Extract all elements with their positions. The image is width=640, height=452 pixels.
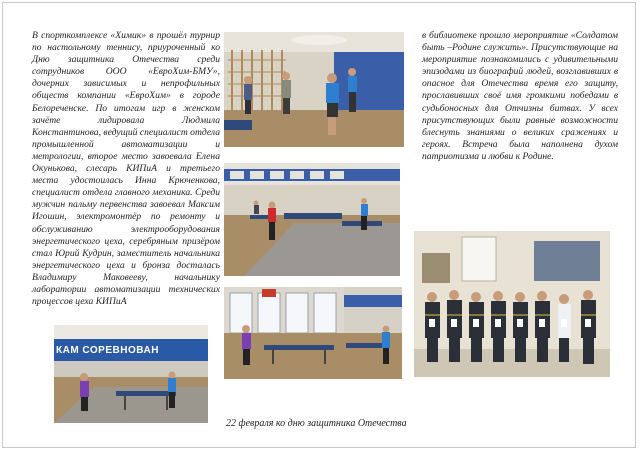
photo-caption: 22 февраля ко дню защитника Отечества [226,418,407,429]
photo-gym-tables [224,163,400,276]
photo-hall-windows [224,287,344,379]
article-right-paragraph: в библиотеке прошло мероприятие «Солдатом быть –Родине служить». Присутствующие на мероприятие познакомились с удивительными эпизодами из биографий людей, возглавивших в опасное для Отечества время его защиту, прославивших своё имя громкими победами в судьбоносных для Отчизны битвах. У всех присутствующих были равные возможности блеснуть знаниями о великих сражениях и героях. Встреча была наполнена духом патриотизма и любви к Родине. [422,30,618,162]
photo-library-group [414,231,610,377]
photo-gym-tournament [344,287,402,379]
photo-gym-banner [54,325,208,423]
gym-banner-text: КАМ СОРЕВНОВАН [56,345,159,356]
photo-table-tennis-players [224,32,404,147]
article-left-paragraph: В спорткомплексе «Химик» в прошёл турнир по настольному теннису, приуроченный ко Дню защитника Отечества среди сотрудников ООО «ЕвроХим-БМУ», дочерних зависимых и непрофильных обществ компании «ЕвроХим» в городе Белореченске. По итогам игр в женском зачёте лидировала Людмила Константинова, ведущий специалист отдела промышленной автоматизации и метрологии, второе место завоевала Елена Окунькова, слесарь КИПиА и третьего места удостоилась Инна Крюченкова, специалист отдела главного механика. Среди мужчин пальму первенства завоевал Максим Игошин, электромонтёр по ремонту и обслуживанию электрооборудования энергетического цеха, серебряным призёром стал Юрий Кудрин, заместитель начальника энергетического цеха и бронза досталась Владимиру Маковееву, начальнику лаборатории автоматизации технических процессов цеха КИПиА [32,30,220,308]
